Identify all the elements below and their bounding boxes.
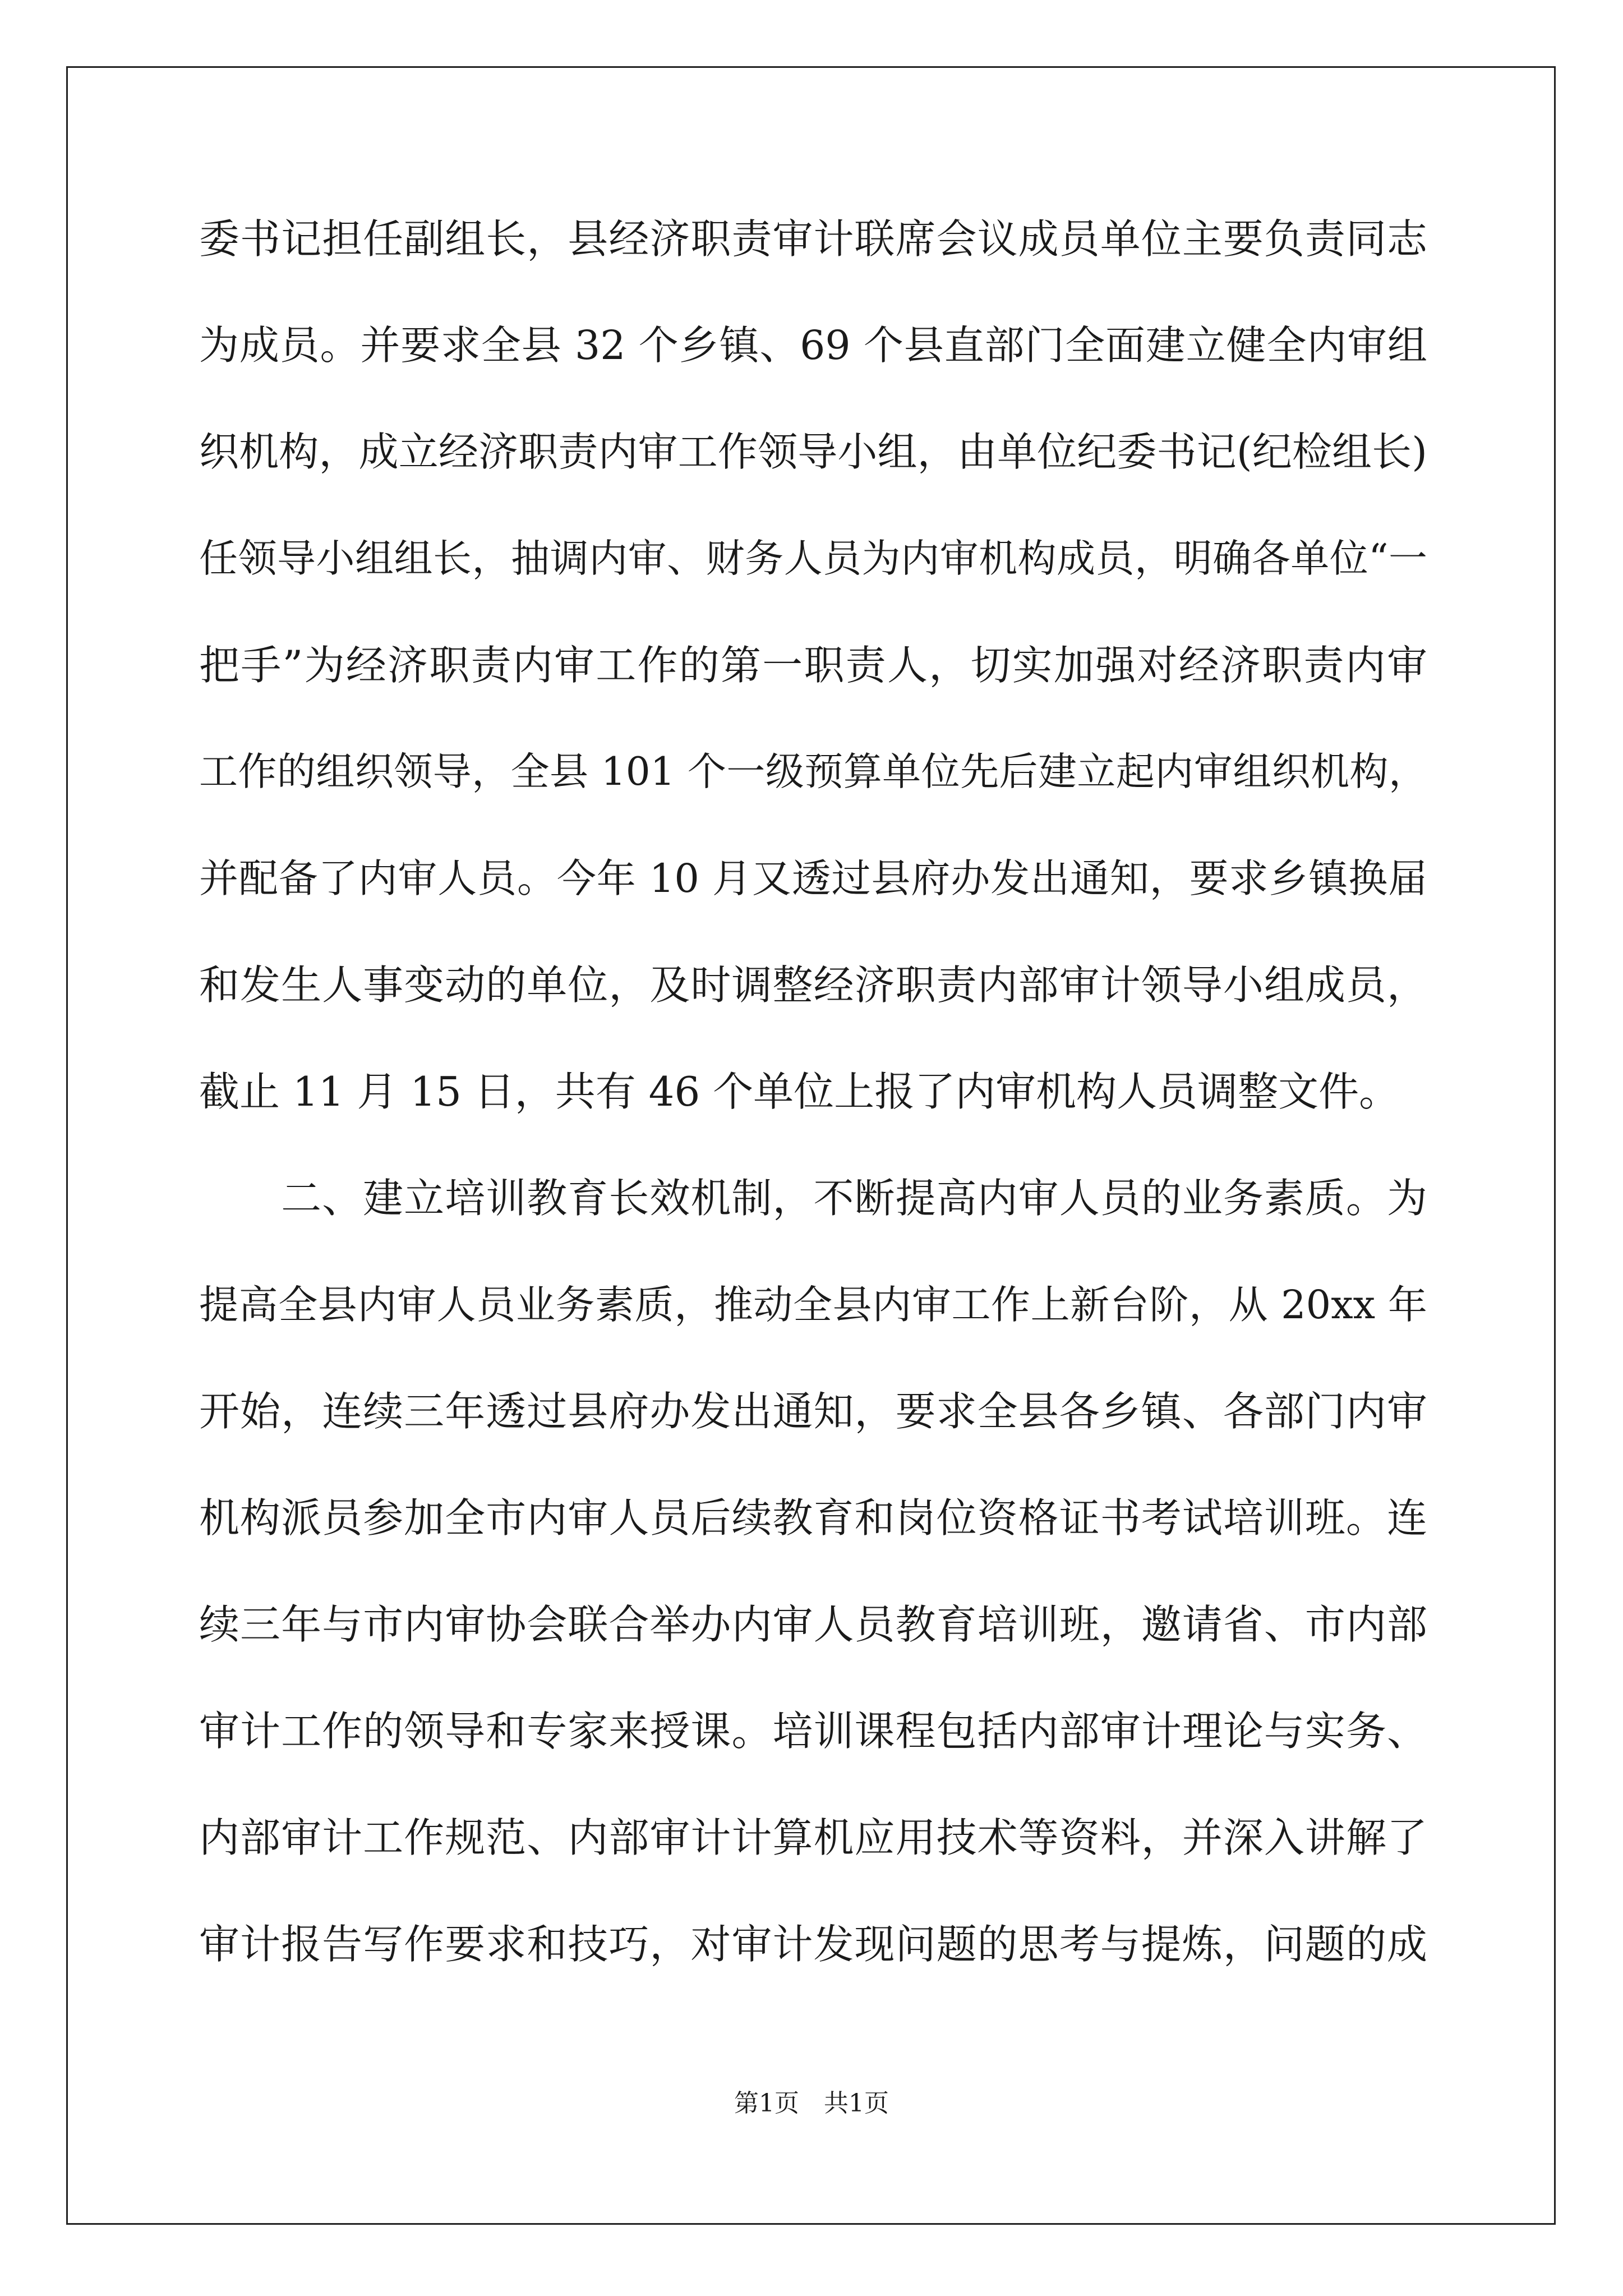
text-line: 任领导小组组长，抽调内审、财务人员为内审机构成员，明确各单位“一: [199, 536, 1427, 581]
text-line: 工作的组织领导，全县 101 个一级预算单位先后建立起内审组织机构，: [199, 749, 1427, 794]
text-line: 把手”为经济职责内审工作的第一职责人，切实加强对经济职责内审: [199, 642, 1427, 689]
text-line: 审计工作的领导和专家来授课。培训课程包括内部审计理论与实务、: [199, 1708, 1427, 1755]
text-line: 委书记担任副组长，县经济职责审计联席会议成员单位主要负责同志: [199, 215, 1427, 263]
text-line: 并配备了内审人员。今年 10 月又透过县府办发出通知，要求乡镇换届: [199, 855, 1427, 901]
page-footer: 第1页 共1页: [734, 2089, 889, 2118]
page-border: [66, 66, 1556, 2225]
text-line: 内部审计工作规范、内部审计计算机应用技术等资料，并深入讲解了: [199, 1814, 1427, 1861]
text-line: 开始，连续三年透过县府办发出通知，要求全县各乡镇、各部门内审: [199, 1388, 1427, 1435]
text-line: 织机构，成立经济职责内审工作领导小组，由单位纪委书记(纪检组长): [199, 429, 1427, 475]
text-line: 机构派员参加全市内审人员后续教育和岗位资格证书考试培训班。连: [199, 1494, 1427, 1542]
text-line: 为成员。并要求全县 32 个乡镇、69 个县直部门全面建立健全内审组: [199, 322, 1427, 369]
text-line: 续三年与市内审协会联合举办内审人员教育培训班，邀请省、市内部: [199, 1601, 1427, 1648]
text-line: 审计报告写作要求和技巧，对审计发现问题的思考与提炼，问题的成: [199, 1921, 1427, 1968]
text-line: 提高全县内审人员业务素质，推动全县内审工作上新台阶，从 20xx 年: [199, 1282, 1427, 1328]
text-line: 和发生人事变动的单位，及时调整经济职责内部审计领导小组成员，: [199, 961, 1427, 1009]
text-line: 截止 11 月 15 日，共有 46 个单位上报了内审机构人员调整文件。: [199, 1068, 1400, 1115]
text-line: 二、建立培训教育长效机制，不断提高内审人员的业务素质。为: [199, 1175, 1427, 1222]
